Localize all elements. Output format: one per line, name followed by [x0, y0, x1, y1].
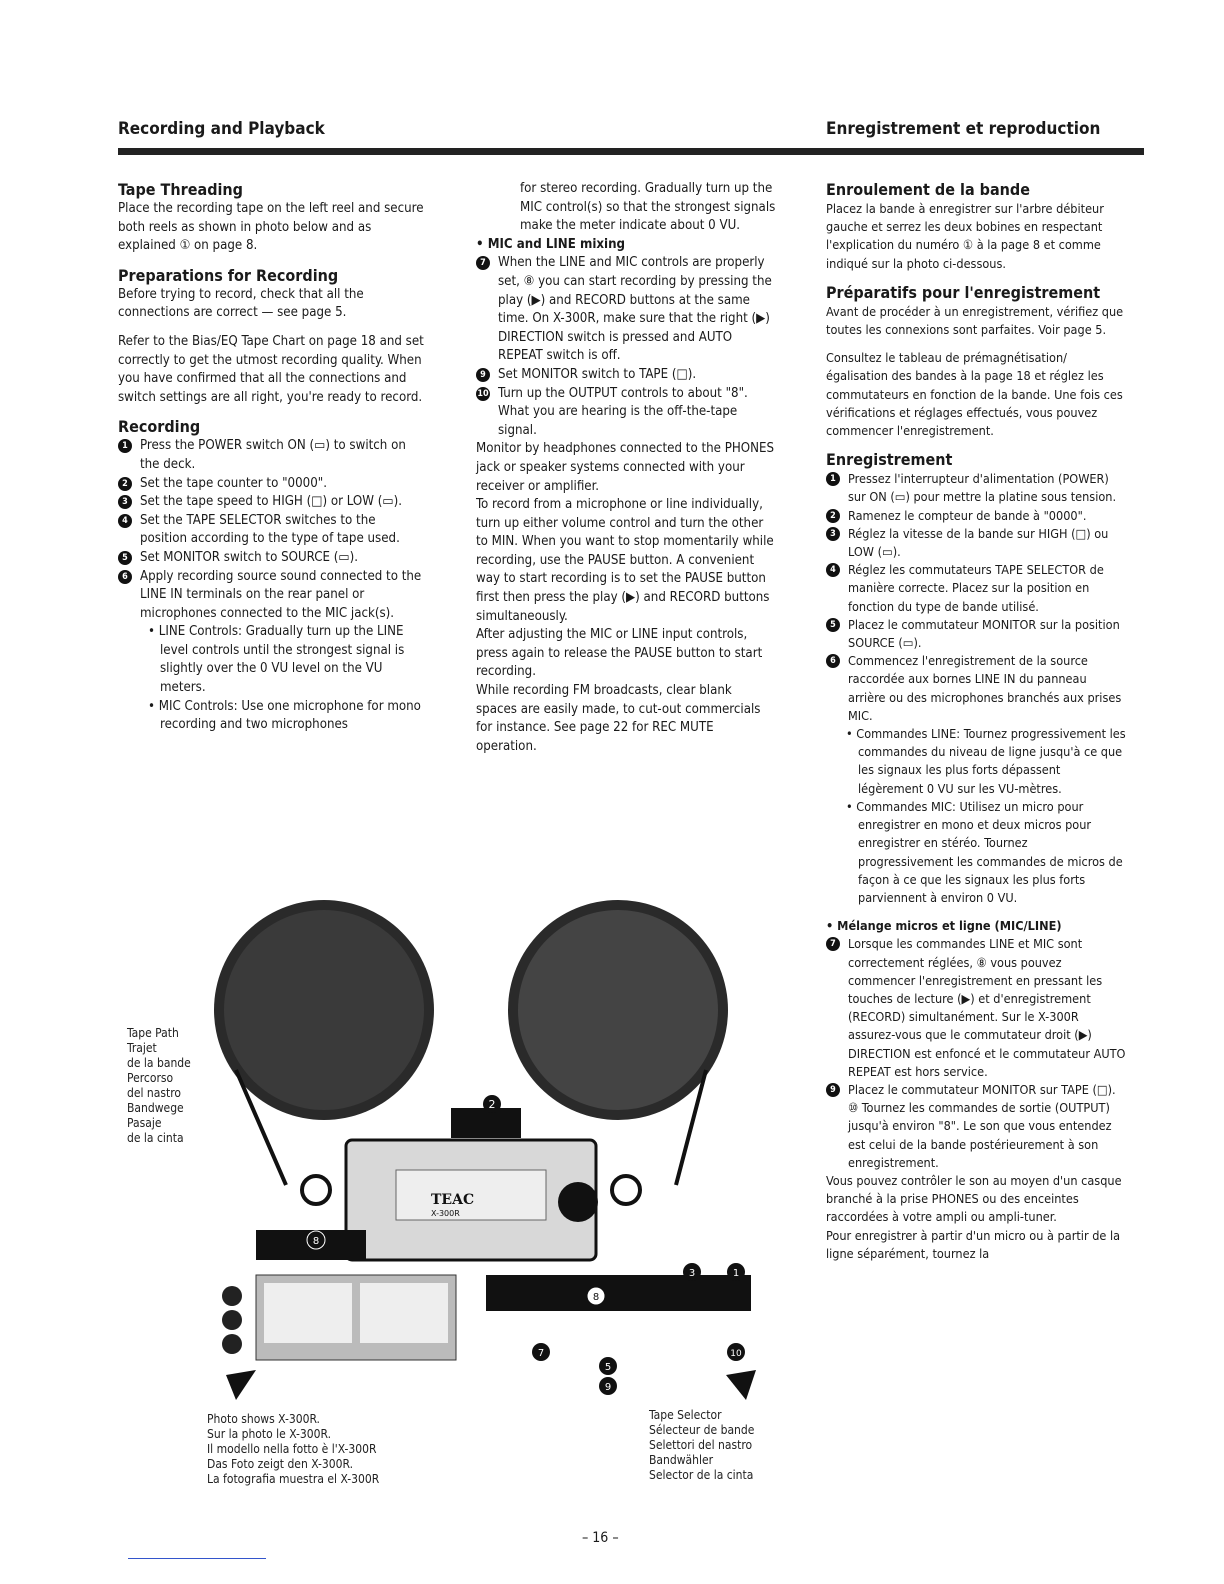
tape-selector-caption [649, 1408, 799, 1483]
etape-1 [826, 470, 1126, 506]
step-number: 7 [476, 256, 490, 270]
step-number: 2 [118, 477, 132, 491]
caption-line: Il modello nella fotto è l'X-300R [207, 1442, 377, 1456]
step-text: When the LINE and MIC controls are properly set, ⑧ you can start recording by pressing the play (▶) and RECORD buttons at the same time. On X-300R, make sure that the right (▶) DIRECTION switch is pressed and AUTO REPEAT switch is off. [498, 255, 772, 364]
step-number: 1 [826, 472, 840, 486]
step-text: Pressez l'interrupteur d'alimentation (POWER) sur ON (▭) pour mettre la platine sous tension. [848, 471, 1117, 505]
mixing-heading: • MIC and LINE mixing [476, 236, 626, 252]
step-number: 6 [826, 654, 840, 668]
preparations-text-1: Before trying to record, check that all the connections are correct — see page 5. [118, 286, 364, 321]
etape-9 [826, 1081, 1126, 1172]
mic-controls-bullet: • MIC Controls: Use one microphone for mono recording and two microphones [148, 698, 421, 733]
fm-text: While recording FM broadcasts, clear blank spaces are easily made, to cut-out commercials for instance. See page 22 for REC MUTE operation. [476, 683, 761, 754]
callout-3: 3 [688, 1268, 696, 1279]
photo-caption [207, 1412, 467, 1487]
callout-8-right: 8 [592, 1292, 600, 1303]
commandes-mic-bullet: • Commandes MIC: Utilisez un micro pour enregistrer en mono et deux micros pour enregistrer en stéréo. Tournez progressivement les commandes de micros de façon à ce que les signaux les plus forts parviennent à environ 0 VU. [846, 798, 1123, 905]
callout-9: 9 [604, 1382, 612, 1393]
step-number: 4 [826, 563, 840, 577]
step-number: 4 [118, 514, 132, 528]
etape-4 [826, 561, 1126, 616]
tape-path-caption [127, 1026, 217, 1146]
tape-counter [451, 1108, 521, 1138]
etape-7 [826, 935, 1126, 1081]
caption-line: Percorso [127, 1071, 174, 1085]
etape-2 [826, 507, 1126, 525]
caption-line: Trajet [127, 1041, 157, 1055]
step-5 [118, 549, 424, 568]
step-number: 2 [826, 509, 840, 523]
callout-1: 1 [732, 1268, 740, 1279]
after-text: After adjusting the MIC or LINE input controls, press again to release the PAUSE button to start recording. [476, 627, 763, 680]
callout-7: 7 [537, 1348, 545, 1359]
monitor-text: Monitor by headphones connected to the PHONES jack or speaker systems connected with your receiver or amplifier. [476, 441, 775, 494]
brand-label: TEAC [431, 1192, 475, 1208]
tape-threading-text: Place the recording tape on the left reel and secure both reels as shown in photo below and as explained ① on page 8. [118, 201, 424, 254]
caption-line: de la bande [127, 1056, 191, 1070]
model-label: X-300R [431, 1209, 460, 1218]
stereo-continuation: for stereo recording. Gradually turn up the MIC control(s) so that the strongest signals make the meter indicate about 0 VU. [520, 181, 776, 234]
step-text: Set the tape speed to HIGH (□) or LOW (▭). [140, 494, 402, 510]
deck-photo [196, 900, 786, 1410]
step-text: Turn up the OUTPUT controls to about "8". What you are hearing is the off-the-tape signal. [498, 385, 748, 438]
caption-line: Selettori del nastro [649, 1438, 753, 1452]
preparations-text-2: Refer to the Bias/EQ Tape Chart on page 18 and set correctly to get the utmost recording quality. When you have confirmed that all the connections and switch settings are all right, you're ready to record. [118, 333, 424, 405]
callout-10: 10 [730, 1349, 742, 1359]
caption-line: Tape Selector [649, 1408, 722, 1422]
step-text: Commencez l'enregistrement de la source raccordée aux bornes LINE IN du panneau arrière ou des microphones branchés aux prises MIC. [848, 653, 1122, 723]
step-text: Réglez les commutateurs TAPE SELECTOR de manière correcte. Placez sur la position en fonction du type de bande utilisé. [848, 562, 1104, 614]
step-number: 3 [118, 495, 132, 509]
caption-line: Das Foto zeigt den X-300R. [207, 1457, 354, 1471]
footer-link-line [128, 1558, 266, 1559]
callout-2: 2 [488, 1098, 496, 1111]
column-french [826, 180, 1126, 1263]
preparations-heading: Preparations for Recording [118, 265, 339, 285]
step-text: Set the tape counter to "0000". [140, 475, 327, 491]
melange-heading: • Mélange micros et ligne (MIC/LINE) [826, 918, 1062, 934]
step-number: 5 [826, 618, 840, 632]
step-text: Placez le commutateur MONITOR sur la position SOURCE (▭). [848, 616, 1120, 651]
step-number: 9 [476, 368, 490, 382]
step-7 [476, 254, 776, 366]
caption-line: de la cinta [127, 1131, 184, 1145]
step-text: Press the POWER switch ON (▭) to switch on the deck. [140, 438, 406, 472]
recording-heading: Recording [118, 417, 201, 437]
step-text: Réglez la vitesse de la bande sur HIGH (□) ou LOW (▭). [848, 525, 1109, 560]
step-number: 1 [118, 439, 132, 453]
preparatifs-text-1: Avant de procéder à un enregistrement, vérifiez que toutes les connexions sont parfaites. Voir page 5. [826, 303, 1124, 338]
etape-3 [826, 525, 1126, 561]
caption-line: Selector de la cinta [649, 1468, 754, 1482]
step-number: 9 [826, 1083, 840, 1097]
pour-enregistrer-text: Pour enregistrer à partir d'un micro ou à partir de la ligne séparément, tournez la [826, 1227, 1121, 1261]
transport-buttons [486, 1275, 751, 1311]
record-from-text: To record from a microphone or line individually, turn up either volume control and turn the other to MIN. When you want to stop momentarily while recording, use the PAUSE button. A convenient way to start recording is to set the PAUSE button first then press the play (▶) and RECORD buttons simultaneously. [476, 497, 774, 624]
step-number: 3 [826, 527, 840, 541]
step-1 [118, 437, 424, 474]
callout-5: 5 [604, 1362, 612, 1373]
step-number: 5 [118, 551, 132, 565]
step-3 [118, 493, 424, 512]
enregistrement-heading: Enregistrement [826, 450, 953, 470]
etape-6 [826, 652, 1126, 725]
step-text: Lorsque les commandes LINE et MIC sont correctement réglées, ⑧ vous pouvez commencer l'enregistrement en pressant les touches de lecture (▶) et d'enregistrement (RECORD) simultanément. Sur le X-300R assurez-vous que le commutateur droit (▶) DIRECTION est enfoncé et le commutateur AUTO REPEAT est hors service. [848, 936, 1126, 1079]
step-2 [118, 475, 424, 494]
column-english-1 [118, 180, 424, 735]
caption-line: La fotografia muestra el X-300R [207, 1472, 380, 1486]
tape-threading-heading: Tape Threading [118, 180, 243, 199]
pinch-roller [558, 1182, 598, 1222]
step-text: Set MONITOR switch to SOURCE (▭). [140, 549, 359, 565]
enroulement-heading: Enroulement de la bande [826, 180, 1030, 199]
step-9 [476, 366, 776, 385]
page-number: – 16 – [582, 1530, 619, 1546]
step-number: 6 [118, 570, 132, 584]
preparatifs-text-2: Consultez le tableau de prémagnétisation/égalisation des bandes à la page 18 et réglez les commutateurs en fonction de la bande. Une fois ces vérifications et réglages effectués, vous pouvez commencer l'enregistrement. [826, 350, 1123, 439]
caption-line: Bandwähler [649, 1453, 714, 1467]
caption-line: Sur la photo le X-300R. [207, 1427, 332, 1441]
caption-line: del nastro [127, 1086, 182, 1100]
caption-line: Bandwege [127, 1101, 184, 1115]
enroulement-text: Placez la bande à enregistrer sur l'arbre débiteur gauche et serrez les deux bobines en respectant l'explication du numéro ① à la page 8 et comme indiqué sur la photo ci-dessous. [826, 201, 1104, 271]
step-10 [476, 385, 776, 441]
caption-line: Pasaje [127, 1116, 162, 1130]
step-text: Placez le commutateur MONITOR sur TAPE (□). ⑩ Tournez les commandes de sortie (OUTPUT) jusqu'à environ "8". Le son que vous entendez est celui de la bande postérieurement à son enregistrement. [848, 1081, 1116, 1170]
caption-line: Sélecteur de bande [649, 1423, 755, 1437]
line-controls-bullet: • LINE Controls: Gradually turn up the LINE level controls until the strongest signal is slightly over the 0 VU level on the VU meters. [148, 624, 405, 696]
column-english-2 [476, 180, 776, 756]
header-left: Recording and Playback [118, 119, 325, 139]
caption-line: Tape Path [127, 1026, 179, 1040]
step-text: Apply recording source sound connected to the LINE IN terminals on the rear panel or microphones connected to the MIC jack(s). [140, 568, 422, 621]
controler-text: Vous pouvez contrôler le son au moyen d'un casque branché à la prise PHONES ou des enceintes raccordées à votre ampli ou ampli-tuner. [826, 1172, 1122, 1225]
step-4 [118, 512, 424, 549]
header-right: Enregistrement et reproduction [826, 119, 1101, 139]
etape-5 [826, 616, 1126, 652]
preparatifs-heading: Préparatifs pour l'enregistrement [826, 282, 1101, 302]
step-text: Set MONITOR switch to TAPE (□). [498, 366, 697, 382]
callout-8-left: 8 [312, 1236, 320, 1247]
caption-line: Photo shows X-300R. [207, 1412, 320, 1426]
step-number: 7 [826, 937, 840, 951]
step-number: 10 [477, 388, 489, 399]
step-text: Set the TAPE SELECTOR switches to the position according to the type of tape used. [140, 512, 400, 547]
header-rule [118, 148, 1144, 155]
commandes-line-bullet: • Commandes LINE: Tournez progressivement les commandes du niveau de ligne jusqu'à ce que les signaux les plus forts dépassent légèrement 0 VU sur les VU-mètres. [846, 726, 1126, 796]
step-text: Ramenez le compteur de bande à "0000". [848, 507, 1087, 523]
step-6 [118, 568, 424, 624]
